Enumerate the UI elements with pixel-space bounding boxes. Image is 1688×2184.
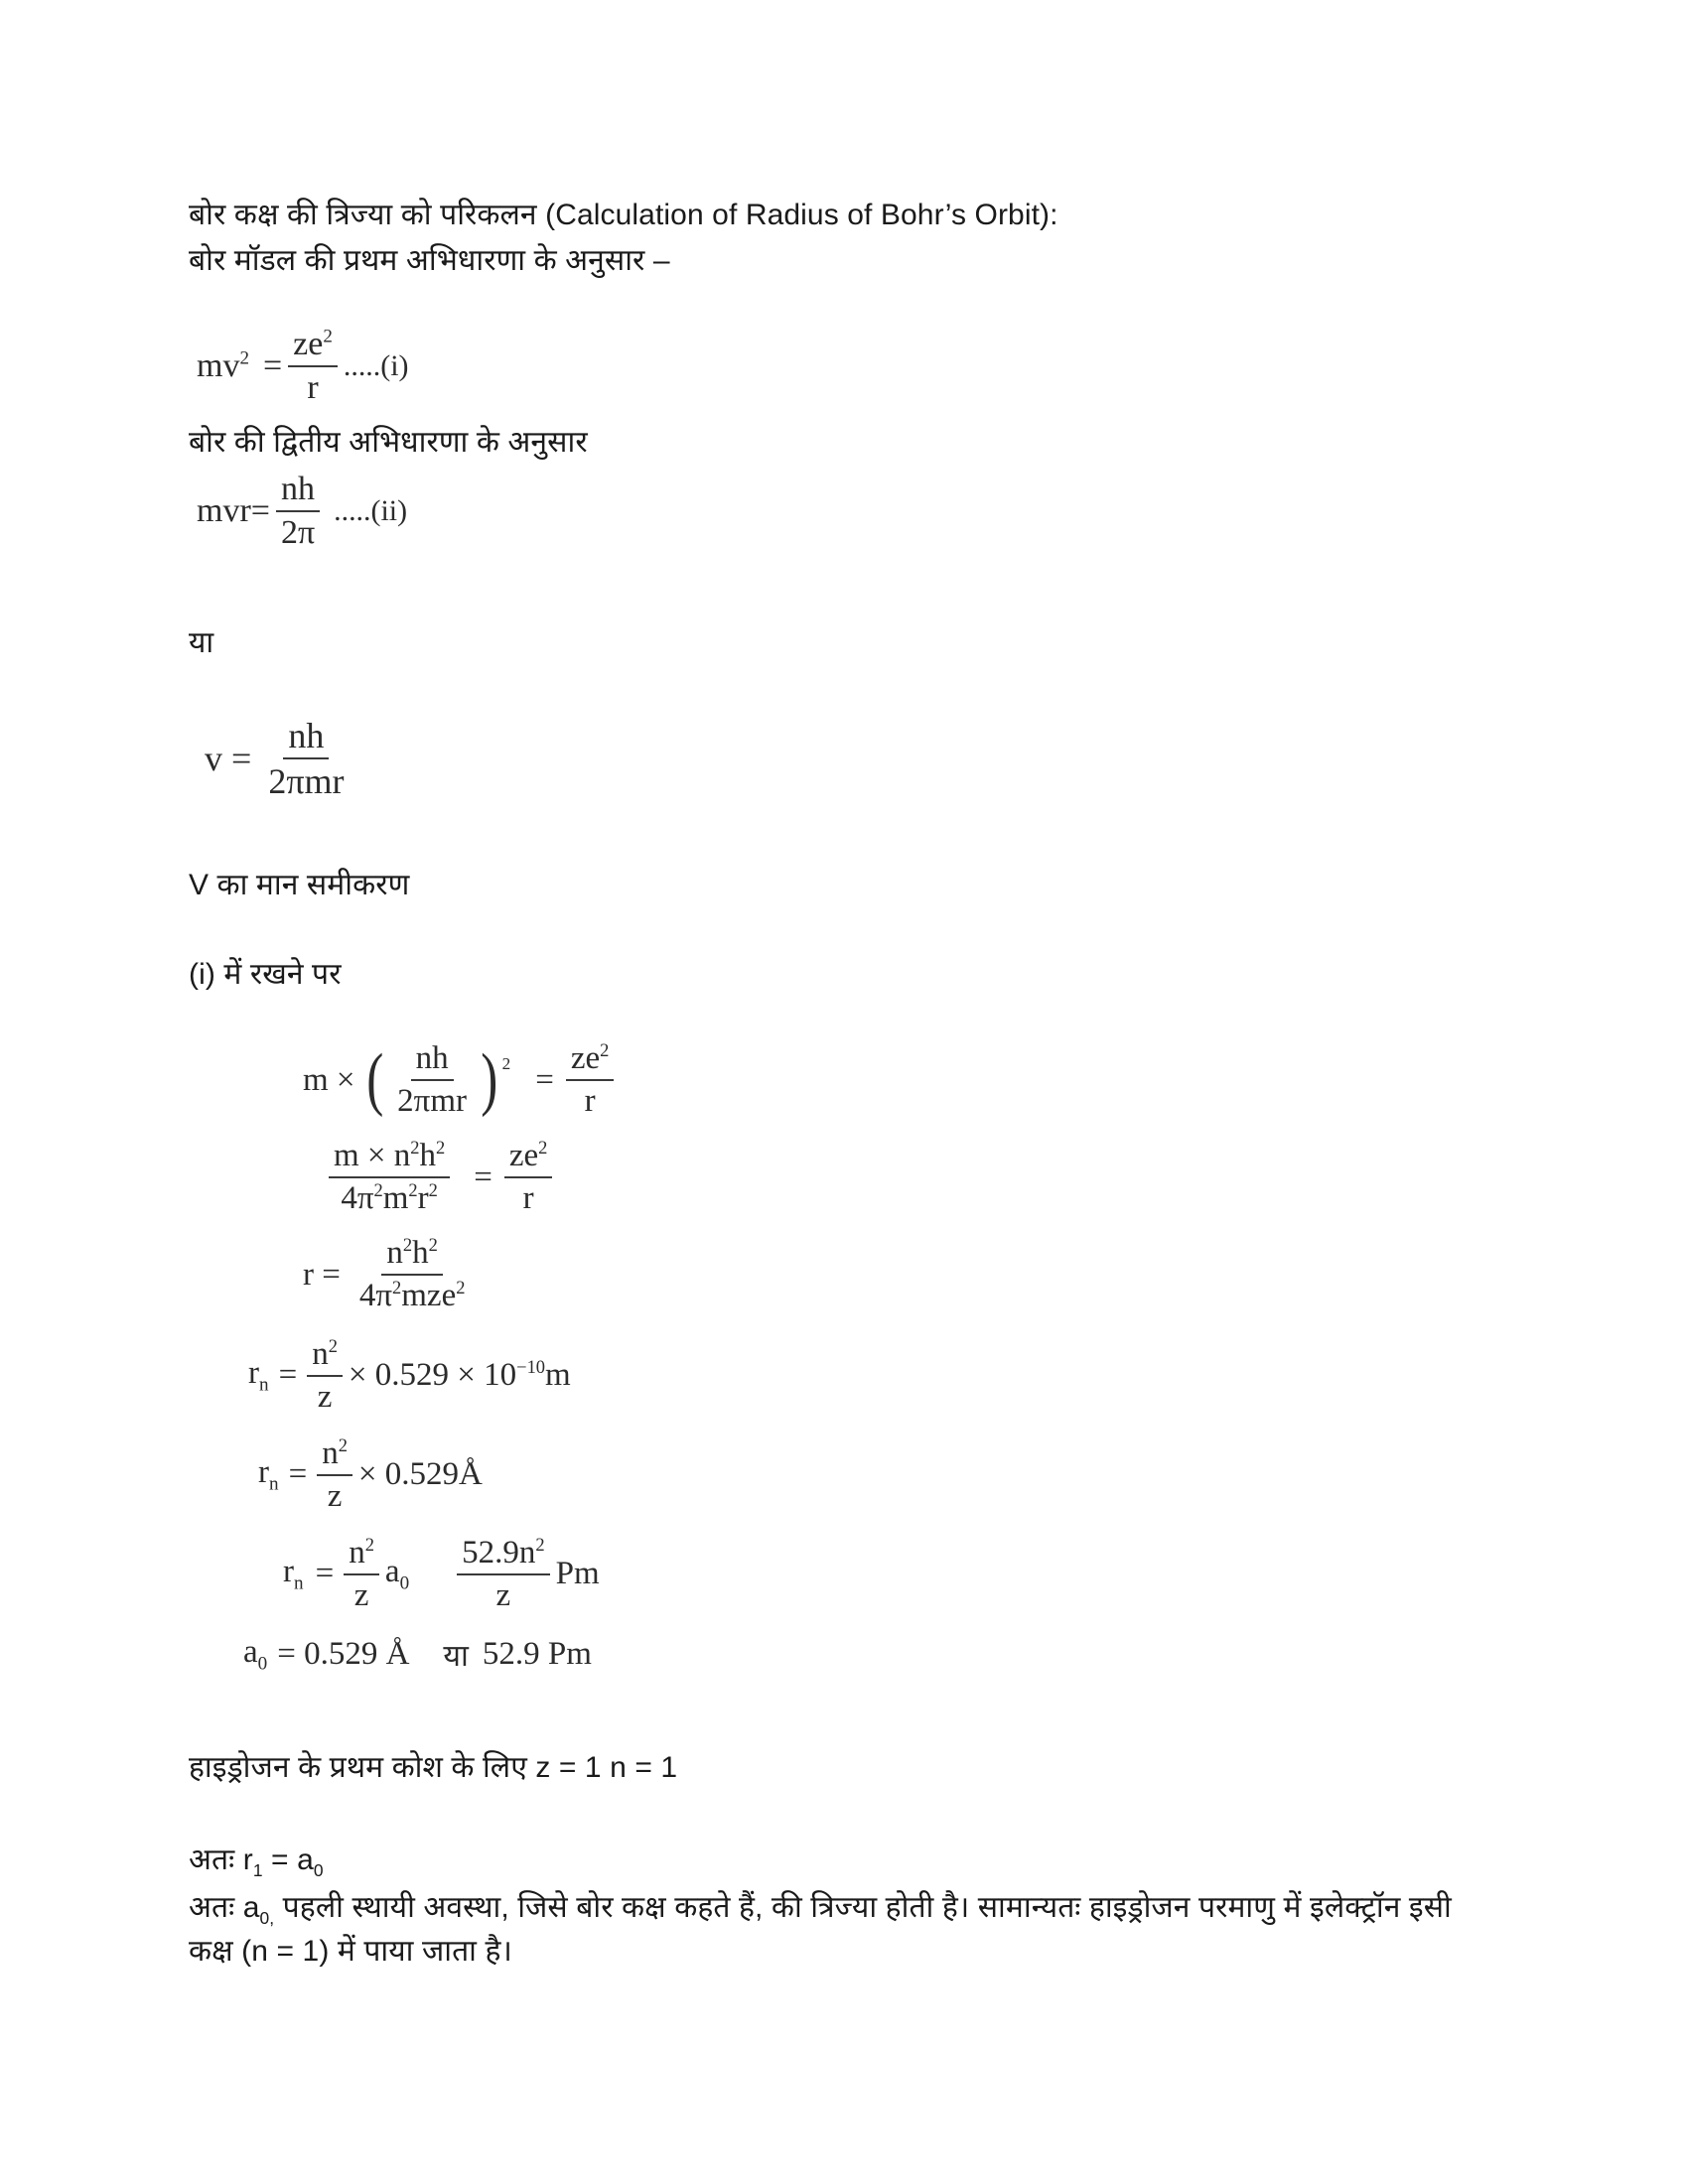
section-heading (189, 194, 1509, 237)
equation-9-second-numerator: $52.9n^2$ (457, 1535, 549, 1575)
equation-4-rhs-fraction (566, 1040, 615, 1120)
equation-8-fraction (317, 1435, 352, 1515)
equation-10-alt-value: 52.9 Pm (482, 1636, 592, 1673)
equation-7-relation: = (278, 1357, 298, 1394)
final-a0-subscript: 0, (259, 1908, 275, 1929)
equation-9 (283, 1535, 1509, 1614)
equation-5-lhs-fraction (329, 1138, 450, 1217)
v-value-line: V का मान समीकरण (189, 868, 410, 901)
equation-2-fraction (276, 471, 320, 552)
equation-2-label: .....(ii) (334, 494, 408, 528)
equation-4-parenthesized (363, 1040, 510, 1120)
equation-1-numerator: $ze^2$ (288, 326, 338, 367)
equation-2-lhs: mvr= (197, 492, 270, 530)
equation-8-tail: × 0.529Å (357, 1456, 483, 1493)
equation-1-relation: = (262, 346, 283, 384)
equation-8-relation: = (288, 1456, 308, 1493)
equation-4-lhs: m × (303, 1061, 355, 1098)
hydrogen-shell-line: हाइड्रोजन के प्रथम कोश के लिए z = 1 n = 1 (189, 1751, 678, 1785)
equation-9-unit: Pm (555, 1556, 600, 1592)
equation-10 (243, 1634, 1509, 1676)
final-paragraph: अतः $a_{0,}$ पहली स्थायी अवस्था, जिसे बोर कक्ष कहते हैं, की त्रिज्या होती है। सामान्यतः हाइड्रोजन परमाणु में इलेक्ट्रॉन इसी कक्ष (n = 1) में पाया जाता है। (189, 1891, 1452, 1969)
equation-6 (303, 1235, 1509, 1314)
equation-5-numerator: $m \times n^2h^2$ (329, 1138, 450, 1178)
equation-v-numerator: nh (283, 716, 329, 759)
equation-9-bohr-radius: $a_0$ (384, 1553, 410, 1594)
equation-4-inner-numerator: nh (411, 1040, 454, 1081)
equation-4-inner-denominator: 2πmr (397, 1083, 467, 1120)
equation-v-lhs: v = (205, 739, 252, 779)
equation-4-relation: = (535, 1061, 554, 1098)
equation-1 (197, 326, 1509, 407)
equation-5-rhs-numerator: $ze^2$ (504, 1138, 553, 1178)
equation-6-lhs: r = (303, 1256, 341, 1293)
a0-subscript: 0 (313, 1859, 324, 1880)
heading-english: (Calculation of Radius of Bohr’s Orbit): (545, 199, 1058, 231)
second-postulate-line: बोर की द्वितीय अभिधारणा के अनुसार (189, 425, 588, 459)
equation-9-second-fraction (457, 1535, 549, 1614)
equation-7-fraction (307, 1336, 343, 1416)
equation-7 (248, 1336, 1509, 1416)
equation-8 (258, 1435, 1509, 1515)
derivation-block (243, 1040, 1509, 1675)
r1-subscript: 1 (252, 1859, 263, 1880)
equation-1-lhs-exponent: 2 (239, 347, 249, 369)
equation-1-label: .....(i) (343, 348, 409, 382)
equation-1-lhs: $mv^2$ (197, 346, 249, 384)
equation-9-relation: = (315, 1556, 335, 1592)
equation-6-numerator: $n^2h^2$ (381, 1235, 442, 1276)
equation-5 (323, 1138, 1509, 1217)
equation-1-fraction (288, 326, 338, 407)
equation-1-denominator: r (307, 368, 319, 406)
equation-2 (197, 471, 1509, 552)
equation-7-lhs: $r_n$ (248, 1355, 269, 1396)
equation-9-numerator: $n^2$ (344, 1535, 379, 1575)
equation-5-rhs-denominator: r (522, 1180, 534, 1217)
equation-9-second-denominator: z (495, 1576, 511, 1613)
equation-10-lhs: $a_0$ (243, 1633, 268, 1675)
equation-8-numerator: $n^2$ (317, 1435, 352, 1476)
equation-9-fraction (344, 1535, 379, 1614)
or-line: या (189, 626, 214, 660)
equation-2-denominator: 2π (280, 514, 316, 552)
equation-5-denominator: $4\pi^2m^2r^2$ (341, 1180, 438, 1217)
equation-4-rhs-numerator: $ze^2$ (566, 1040, 615, 1081)
document-content (189, 194, 1509, 1974)
close-paren-glyph: ) (481, 1040, 498, 1119)
equation-7-tail: × $0.529 \times 10^{-10}m$ (348, 1357, 571, 1394)
equation-4-rhs-denominator: r (584, 1083, 596, 1120)
equation-4-inner-fraction (392, 1040, 472, 1120)
equation-6-fraction (354, 1235, 471, 1314)
equation-v-fraction (263, 716, 349, 802)
equation-7-numerator: $n^2$ (307, 1336, 343, 1377)
equation-2-numerator: nh (276, 471, 320, 512)
therefore-r1-line: अतः $r_1 = a_0$ (189, 1843, 324, 1880)
equation-4-power: 2 (501, 1053, 511, 1073)
equation-7-denominator: z (317, 1378, 333, 1415)
equation-4 (303, 1040, 1509, 1120)
equation-9-lhs: $r_n$ (283, 1553, 304, 1594)
first-postulate-line: बोर मॉडल की प्रथम अभिधारणा के अनुसार – (189, 244, 670, 278)
equation-8-lhs: $r_n$ (258, 1454, 279, 1495)
equation-5-rhs-fraction (504, 1138, 553, 1217)
equation-v-denominator: 2πmr (268, 761, 345, 802)
equation-8-denominator: z (327, 1477, 343, 1514)
equation-10-or-word: या (443, 1640, 469, 1674)
equation-6-denominator: $4\pi^2mze^2$ (358, 1278, 466, 1314)
substitution-line: (i) में रखने पर (189, 957, 342, 991)
open-paren-glyph: ( (365, 1040, 383, 1119)
equation-10-value: = 0.529 Å (277, 1636, 410, 1673)
equation-9-denominator: z (353, 1576, 369, 1613)
equation-5-relation: = (474, 1159, 492, 1195)
equation-v (205, 716, 1509, 802)
heading-hindi: बोर कक्ष की त्रिज्या को परिकलन (189, 199, 537, 231)
